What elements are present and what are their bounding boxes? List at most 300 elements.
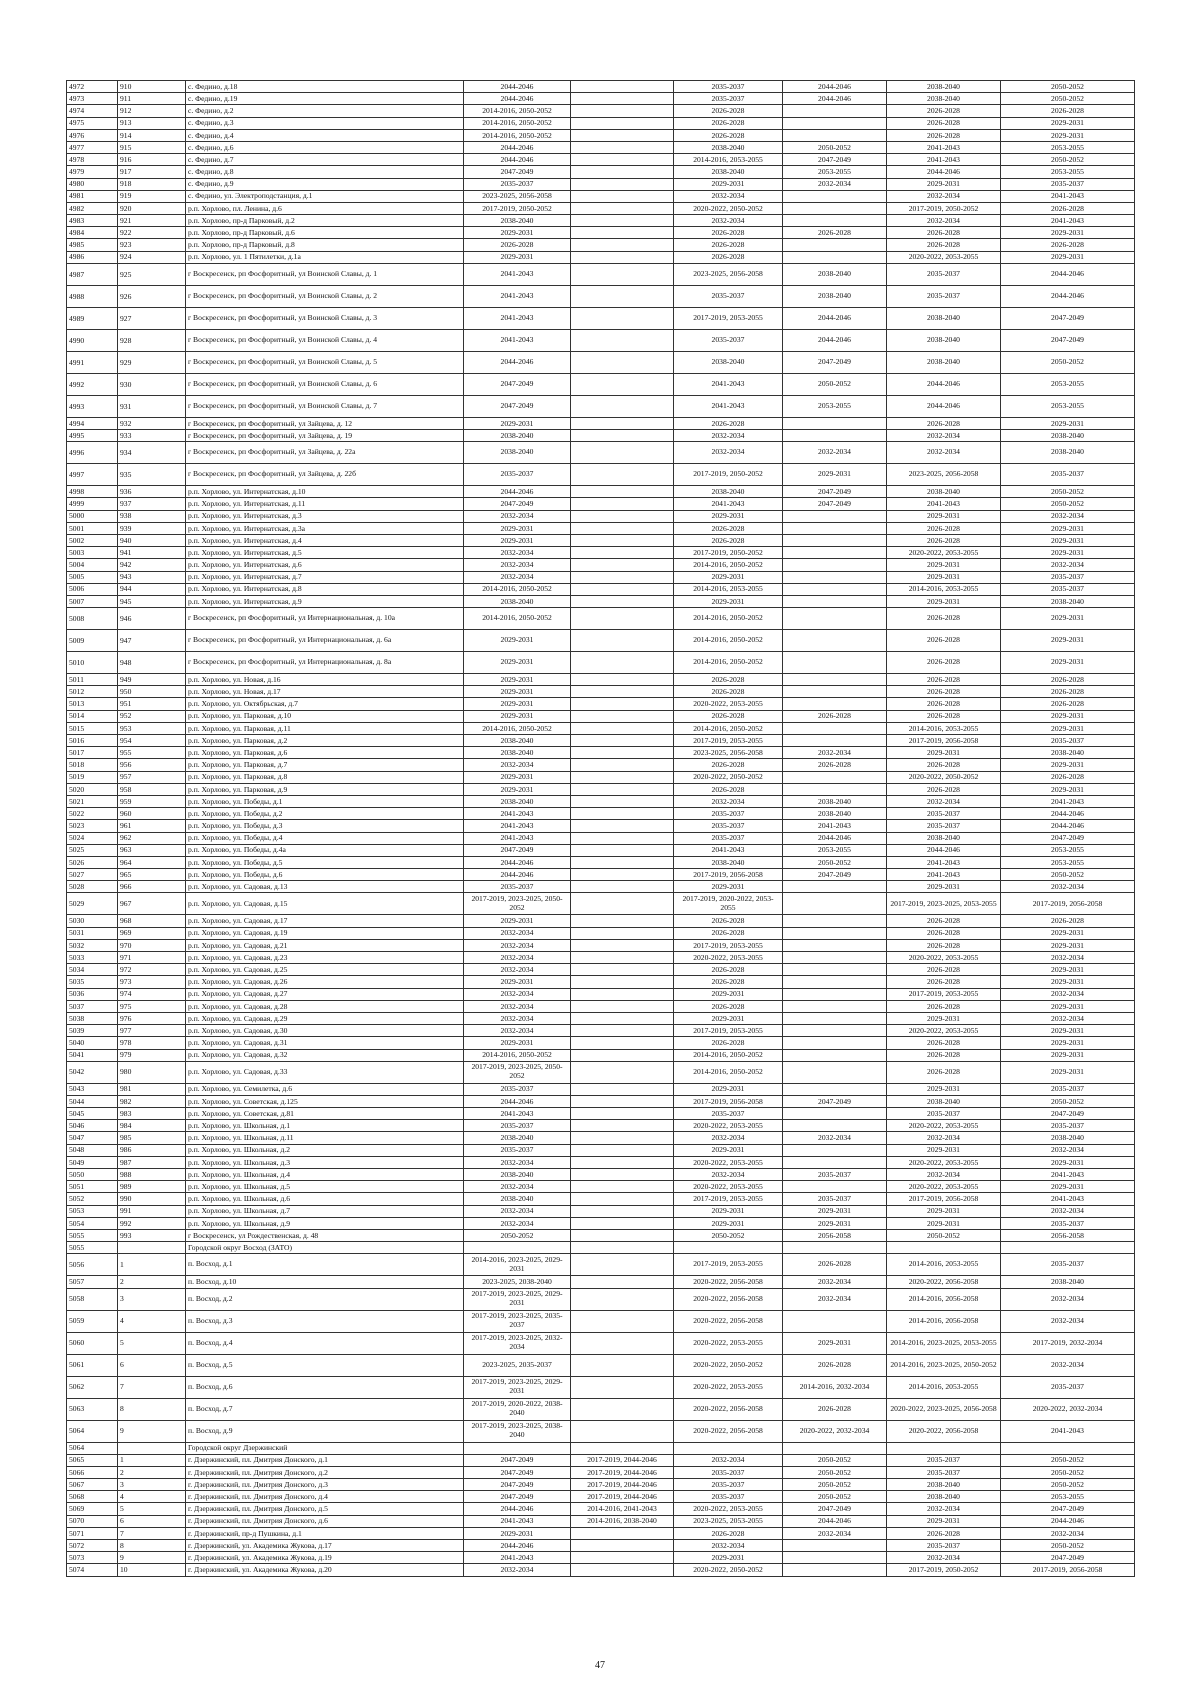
- cell-year-range-a: 2044-2046: [464, 141, 571, 153]
- cell-year-range-e: 2029-2031: [887, 1012, 1001, 1024]
- cell-row-index: 5055: [67, 1242, 118, 1254]
- cell-year-range-f: [1001, 1242, 1135, 1254]
- cell-row-index: 4975: [67, 117, 118, 129]
- cell-year-range-c: 2038-2040: [674, 351, 783, 373]
- cell-local-number: 993: [118, 1229, 186, 1241]
- table-row: [67, 988, 1135, 1000]
- cell-year-range-b: [571, 395, 674, 417]
- cell-year-range-f: 2029-2031: [1001, 608, 1135, 630]
- cell-year-range-c: 2026-2028: [674, 522, 783, 534]
- cell-year-range-a: 2032-2034: [464, 759, 571, 771]
- cell-year-range-f: 2029-2031: [1001, 547, 1135, 559]
- cell-year-range-f: 2044-2046: [1001, 808, 1135, 820]
- cell-row-index: 5035: [67, 976, 118, 988]
- cell-address: р.п. Хорлово, ул. Интернатская, д.6: [186, 559, 464, 571]
- cell-year-range-e: [887, 1242, 1001, 1254]
- cell-local-number: 982: [118, 1095, 186, 1107]
- cell-row-index: 4973: [67, 93, 118, 105]
- cell-year-range-a: 2032-2034: [464, 547, 571, 559]
- cell-year-range-a: 2032-2034: [464, 988, 571, 1000]
- table-row: [67, 795, 1135, 807]
- cell-year-range-e: 2029-2031: [887, 1217, 1001, 1229]
- cell-year-range-c: 2029-2031: [674, 178, 783, 190]
- cell-local-number: 919: [118, 190, 186, 202]
- cell-year-range-d: [783, 417, 887, 429]
- cell-year-range-f: [1001, 1442, 1135, 1454]
- cell-year-range-b: [571, 674, 674, 686]
- cell-year-range-e: 2038-2040: [887, 1479, 1001, 1491]
- cell-year-range-c: 2023-2025, 2056-2058: [674, 747, 783, 759]
- cell-year-range-e: 2026-2028: [887, 652, 1001, 674]
- cell-local-number: 986: [118, 1144, 186, 1156]
- cell-row-index: 4979: [67, 166, 118, 178]
- cell-year-range-d: [783, 190, 887, 202]
- cell-year-range-a: 2014-2016, 2050-2052: [464, 722, 571, 734]
- table-row: [67, 571, 1135, 583]
- cell-row-index: 5048: [67, 1144, 118, 1156]
- cell-local-number: 939: [118, 522, 186, 534]
- cell-year-range-c: [674, 1442, 783, 1454]
- cell-year-range-f: 2035-2037: [1001, 464, 1135, 486]
- cell-address: р.п. Хорлово, ул. Школьная, д.9: [186, 1217, 464, 1229]
- cell-year-range-e: [887, 1442, 1001, 1454]
- cell-year-range-c: 2041-2043: [674, 498, 783, 510]
- cell-address: р.п. Хорлово, ул. Парковая, д.9: [186, 783, 464, 795]
- cell-year-range-a: 2032-2034: [464, 927, 571, 939]
- cell-year-range-c: 2017-2019, 2056-2058: [674, 1095, 783, 1107]
- cell-year-range-d: [783, 927, 887, 939]
- cell-address: р.п. Хорлово, ул. Садовая, д.28: [186, 1000, 464, 1012]
- cell-year-range-e: 2032-2034: [887, 1552, 1001, 1564]
- table-row: [67, 1095, 1135, 1107]
- cell-row-index: 4993: [67, 395, 118, 417]
- cell-year-range-e: 2026-2028: [887, 976, 1001, 988]
- cell-row-index: 5003: [67, 547, 118, 559]
- cell-year-range-c: 2017-2019, 2053-2055: [674, 1193, 783, 1205]
- cell-year-range-f: 2029-2031: [1001, 783, 1135, 795]
- cell-address: р.п. Хорлово, ул. Парковая, д.6: [186, 747, 464, 759]
- table-row: [67, 417, 1135, 429]
- cell-year-range-a: 2029-2031: [464, 227, 571, 239]
- cell-year-range-a: 2029-2031: [464, 417, 571, 429]
- cell-year-range-f: 2050-2052: [1001, 154, 1135, 166]
- cell-year-range-c: 2020-2022, 2053-2055: [674, 1156, 783, 1168]
- cell-year-range-d: 2044-2046: [783, 329, 887, 351]
- cell-year-range-d: 2047-2049: [783, 869, 887, 881]
- cell-year-range-a: 2014-2016, 2050-2052: [464, 105, 571, 117]
- cell-year-range-d: 2038-2040: [783, 285, 887, 307]
- cell-year-range-a: 2014-2016, 2050-2052: [464, 583, 571, 595]
- cell-row-index: 5013: [67, 698, 118, 710]
- register-sheet: [66, 80, 1134, 1577]
- cell-year-range-d: [783, 988, 887, 1000]
- cell-year-range-d: [783, 510, 887, 522]
- cell-year-range-e: 2038-2040: [887, 329, 1001, 351]
- cell-year-range-a: [464, 1442, 571, 1454]
- cell-year-range-a: 2029-2031: [464, 534, 571, 546]
- cell-local-number: 950: [118, 686, 186, 698]
- cell-row-index: 4982: [67, 202, 118, 214]
- cell-year-range-f: 2029-2031: [1001, 652, 1135, 674]
- cell-year-range-f: 2032-2034: [1001, 881, 1135, 893]
- cell-year-range-e: 2014-2016, 2053-2055: [887, 722, 1001, 734]
- cell-year-range-c: 2032-2034: [674, 795, 783, 807]
- cell-year-range-d: 2032-2034: [783, 1527, 887, 1539]
- cell-year-range-b: [571, 129, 674, 141]
- table-row: [67, 442, 1135, 464]
- table-body: [67, 81, 1135, 1577]
- cell-year-range-e: 2026-2028: [887, 417, 1001, 429]
- cell-local-number: [118, 1442, 186, 1454]
- table-row: [67, 893, 1135, 915]
- table-row: [67, 1193, 1135, 1205]
- cell-row-index: 5019: [67, 771, 118, 783]
- cell-local-number: 912: [118, 105, 186, 117]
- cell-year-range-c: 2017-2019, 2053-2055: [674, 307, 783, 329]
- cell-row-index: 4981: [67, 190, 118, 202]
- cell-year-range-b: [571, 927, 674, 939]
- cell-year-range-f: 2047-2049: [1001, 832, 1135, 844]
- cell-year-range-c: 2032-2034: [674, 1169, 783, 1181]
- cell-year-range-a: 2017-2019, 2023-2025, 2029-2031: [464, 1288, 571, 1310]
- cell-year-range-f: 2041-2043: [1001, 795, 1135, 807]
- cell-year-range-c: 2020-2022, 2056-2058: [674, 1276, 783, 1288]
- table-row: [67, 1540, 1135, 1552]
- cell-address: р.п. Хорлово, ул. Школьная, д.3: [186, 1156, 464, 1168]
- cell-year-range-d: 2026-2028: [783, 1354, 887, 1376]
- table-row: [67, 698, 1135, 710]
- cell-year-range-e: 2032-2034: [887, 442, 1001, 464]
- cell-year-range-a: 2029-2031: [464, 783, 571, 795]
- cell-year-range-c: 2035-2037: [674, 329, 783, 351]
- cell-year-range-d: [783, 1000, 887, 1012]
- cell-year-range-a: 2035-2037: [464, 1120, 571, 1132]
- cell-address: г. Дзержинский, пр-д Пушкина, д.1: [186, 1527, 464, 1539]
- cell-year-range-f: 2041-2043: [1001, 1169, 1135, 1181]
- cell-year-range-a: 2038-2040: [464, 795, 571, 807]
- cell-year-range-f: 2050-2052: [1001, 1466, 1135, 1478]
- cell-year-range-d: [783, 698, 887, 710]
- cell-year-range-c: 2029-2031: [674, 1552, 783, 1564]
- cell-year-range-d: 2038-2040: [783, 263, 887, 285]
- cell-local-number: 927: [118, 307, 186, 329]
- cell-year-range-e: 2050-2052: [887, 1229, 1001, 1241]
- cell-year-range-f: 2047-2049: [1001, 329, 1135, 351]
- cell-year-range-f: 2035-2037: [1001, 1120, 1135, 1132]
- cell-year-range-e: 2029-2031: [887, 178, 1001, 190]
- cell-year-range-c: 2026-2028: [674, 105, 783, 117]
- cell-year-range-e: 2029-2031: [887, 1515, 1001, 1527]
- table-row: [67, 710, 1135, 722]
- cell-local-number: 970: [118, 939, 186, 951]
- cell-year-range-a: 2038-2040: [464, 442, 571, 464]
- cell-year-range-d: [783, 105, 887, 117]
- cell-year-range-b: [571, 939, 674, 951]
- cell-year-range-e: 2038-2040: [887, 351, 1001, 373]
- cell-year-range-a: [464, 1242, 571, 1254]
- cell-local-number: 968: [118, 915, 186, 927]
- cell-year-range-f: 2029-2031: [1001, 1156, 1135, 1168]
- cell-row-index: 5007: [67, 595, 118, 607]
- table-row: [67, 1108, 1135, 1120]
- cell-year-range-a: 2050-2052: [464, 1229, 571, 1241]
- cell-year-range-a: 2032-2034: [464, 510, 571, 522]
- cell-address: р.п. Хорлово, ул. Садовая, д.26: [186, 976, 464, 988]
- cell-year-range-b: [571, 329, 674, 351]
- cell-year-range-a: 2032-2034: [464, 1000, 571, 1012]
- cell-year-range-f: 2035-2037: [1001, 583, 1135, 595]
- cell-year-range-c: 2020-2022, 2050-2052: [674, 202, 783, 214]
- cell-address: р.п. Хорлово, ул. Садовая, д.17: [186, 915, 464, 927]
- table-row: [67, 869, 1135, 881]
- cell-row-index: 5028: [67, 881, 118, 893]
- cell-year-range-d: [783, 522, 887, 534]
- cell-year-range-e: 2020-2022, 2053-2055: [887, 1181, 1001, 1193]
- cell-local-number: 2: [118, 1466, 186, 1478]
- cell-year-range-a: 2038-2040: [464, 747, 571, 759]
- cell-row-index: 4980: [67, 178, 118, 190]
- cell-year-range-b: [571, 881, 674, 893]
- cell-local-number: 929: [118, 351, 186, 373]
- cell-year-range-d: [783, 202, 887, 214]
- cell-row-index: 4976: [67, 129, 118, 141]
- cell-year-range-f: 2041-2043: [1001, 215, 1135, 227]
- cell-year-range-f: 2050-2052: [1001, 81, 1135, 93]
- cell-year-range-b: [571, 141, 674, 153]
- cell-year-range-e: 2026-2028: [887, 710, 1001, 722]
- cell-year-range-d: 2026-2028: [783, 1398, 887, 1420]
- cell-year-range-e: 2041-2043: [887, 856, 1001, 868]
- cell-year-range-c: 2020-2022, 2050-2052: [674, 1354, 783, 1376]
- table-row: [67, 1049, 1135, 1061]
- cell-local-number: 983: [118, 1108, 186, 1120]
- cell-address: п. Восход, д.2: [186, 1288, 464, 1310]
- cell-address: п. Восход, д.1: [186, 1254, 464, 1276]
- cell-year-range-d: 2053-2055: [783, 166, 887, 178]
- cell-year-range-b: [571, 93, 674, 105]
- cell-year-range-a: 2044-2046: [464, 154, 571, 166]
- cell-row-index: 5055: [67, 1229, 118, 1241]
- cell-year-range-d: 2026-2028: [783, 710, 887, 722]
- table-row: [67, 1229, 1135, 1241]
- cell-year-range-a: 2047-2049: [464, 395, 571, 417]
- cell-year-range-b: [571, 771, 674, 783]
- cell-year-range-e: 2041-2043: [887, 498, 1001, 510]
- table-row: [67, 1217, 1135, 1229]
- table-row: [67, 915, 1135, 927]
- cell-year-range-e: 2026-2028: [887, 534, 1001, 546]
- cell-year-range-a: 2047-2049: [464, 498, 571, 510]
- cell-row-index: 5026: [67, 856, 118, 868]
- table-row: [67, 534, 1135, 546]
- table-row: [67, 1466, 1135, 1478]
- cell-year-range-d: [783, 1552, 887, 1564]
- cell-year-range-b: [571, 1025, 674, 1037]
- cell-local-number: 984: [118, 1120, 186, 1132]
- cell-address: р.п. Хорлово, ул. Интернатская, д.7: [186, 571, 464, 583]
- cell-year-range-d: 2026-2028: [783, 759, 887, 771]
- cell-row-index: 5004: [67, 559, 118, 571]
- cell-year-range-c: 2026-2028: [674, 227, 783, 239]
- cell-year-range-b: [571, 1332, 674, 1354]
- table-row: [67, 263, 1135, 285]
- cell-year-range-e: 2014-2016, 2056-2058: [887, 1310, 1001, 1332]
- cell-year-range-d: [783, 117, 887, 129]
- cell-year-range-b: [571, 227, 674, 239]
- cell-year-range-d: [783, 595, 887, 607]
- cell-row-index: 5060: [67, 1332, 118, 1354]
- cell-address: с. Федино, ул. Электроподстанция, д.1: [186, 190, 464, 202]
- cell-local-number: 964: [118, 856, 186, 868]
- cell-year-range-c: 2020-2022, 2050-2052: [674, 771, 783, 783]
- cell-year-range-d: 2050-2052: [783, 1491, 887, 1503]
- cell-year-range-b: [571, 583, 674, 595]
- cell-year-range-c: 2014-2016, 2050-2052: [674, 608, 783, 630]
- cell-year-range-c: 2029-2031: [674, 571, 783, 583]
- cell-year-range-d: 2032-2034: [783, 1288, 887, 1310]
- table-row: [67, 1037, 1135, 1049]
- cell-year-range-b: [571, 486, 674, 498]
- capital-repair-schedule-table: [66, 80, 1135, 1577]
- cell-year-range-d: 2047-2049: [783, 498, 887, 510]
- cell-year-range-a: 2041-2043: [464, 1108, 571, 1120]
- cell-year-range-f: 2053-2055: [1001, 141, 1135, 153]
- cell-year-range-b: [571, 1564, 674, 1576]
- cell-year-range-b: [571, 595, 674, 607]
- cell-year-range-f: 2032-2034: [1001, 510, 1135, 522]
- cell-year-range-c: 2014-2016, 2050-2052: [674, 1049, 783, 1061]
- cell-year-range-c: 2035-2037: [674, 808, 783, 820]
- cell-year-range-a: 2044-2046: [464, 869, 571, 881]
- cell-local-number: 987: [118, 1156, 186, 1168]
- cell-local-number: 5: [118, 1503, 186, 1515]
- table-row: [67, 1503, 1135, 1515]
- cell-year-range-d: [783, 976, 887, 988]
- cell-year-range-a: 2038-2040: [464, 215, 571, 227]
- cell-year-range-a: 2029-2031: [464, 698, 571, 710]
- cell-year-range-e: 2026-2028: [887, 129, 1001, 141]
- table-row: [67, 595, 1135, 607]
- cell-year-range-f: 2053-2055: [1001, 856, 1135, 868]
- cell-address: р.п. Хорлово, ул. Садовая, д.31: [186, 1037, 464, 1049]
- cell-row-index: 5069: [67, 1503, 118, 1515]
- cell-year-range-c: 2032-2034: [674, 215, 783, 227]
- cell-year-range-f: 2029-2031: [1001, 1061, 1135, 1083]
- cell-year-range-f: 2041-2043: [1001, 190, 1135, 202]
- cell-local-number: 944: [118, 583, 186, 595]
- cell-local-number: [118, 1242, 186, 1254]
- cell-address: р.п. Хорлово, ул. Победы, д.1: [186, 795, 464, 807]
- cell-local-number: 10: [118, 1564, 186, 1576]
- cell-year-range-c: 2026-2028: [674, 964, 783, 976]
- cell-address: р.п. Хорлово, ул. Садовая, д.33: [186, 1061, 464, 1083]
- cell-address: г. Дзержинский, пл. Дмитрия Донского, д.5: [186, 1503, 464, 1515]
- cell-address: р.п. Хорлово, ул. Школьная, д.2: [186, 1144, 464, 1156]
- cell-year-range-d: [783, 1049, 887, 1061]
- cell-year-range-e: 2035-2037: [887, 1108, 1001, 1120]
- cell-row-index: 5045: [67, 1108, 118, 1120]
- cell-row-index: 5017: [67, 747, 118, 759]
- cell-row-index: 5016: [67, 735, 118, 747]
- cell-address: р.п. Хорлово, ул. Садовая, д.21: [186, 939, 464, 951]
- cell-year-range-d: 2026-2028: [783, 1254, 887, 1276]
- cell-local-number: 9: [118, 1420, 186, 1442]
- table-row: [67, 820, 1135, 832]
- cell-year-range-c: 2017-2019, 2056-2058: [674, 869, 783, 881]
- cell-row-index: 5008: [67, 608, 118, 630]
- table-row: [67, 1156, 1135, 1168]
- table-row: [67, 1332, 1135, 1354]
- cell-year-range-d: 2026-2028: [783, 227, 887, 239]
- cell-year-range-a: 2044-2046: [464, 486, 571, 498]
- cell-address: р.п. Хорлово, ул. Парковая, д.8: [186, 771, 464, 783]
- cell-address: р.п. Хорлово, ул. Победы, д.4а: [186, 844, 464, 856]
- cell-row-index: 5057: [67, 1276, 118, 1288]
- cell-year-range-b: [571, 1442, 674, 1454]
- cell-year-range-d: [783, 559, 887, 571]
- cell-row-index: 5061: [67, 1354, 118, 1376]
- cell-year-range-b: [571, 105, 674, 117]
- cell-year-range-f: 2035-2037: [1001, 735, 1135, 747]
- cell-year-range-c: 2020-2022, 2053-2055: [674, 1181, 783, 1193]
- cell-year-range-f: 2047-2049: [1001, 1108, 1135, 1120]
- cell-address: р.п. Хорлово, пр-д Парковый, д.8: [186, 239, 464, 251]
- cell-year-range-f: 2053-2055: [1001, 1491, 1135, 1503]
- cell-year-range-a: 2038-2040: [464, 595, 571, 607]
- cell-local-number: 956: [118, 759, 186, 771]
- cell-year-range-f: 2050-2052: [1001, 93, 1135, 105]
- cell-year-range-a: 2041-2043: [464, 808, 571, 820]
- cell-year-range-f: 2050-2052: [1001, 1095, 1135, 1107]
- cell-row-index: 5073: [67, 1552, 118, 1564]
- table-row: [67, 141, 1135, 153]
- table-row: [67, 583, 1135, 595]
- cell-row-index: 5054: [67, 1217, 118, 1229]
- cell-year-range-d: 2050-2052: [783, 1454, 887, 1466]
- cell-year-range-d: [783, 571, 887, 583]
- cell-local-number: 7: [118, 1376, 186, 1398]
- cell-row-index: 4997: [67, 464, 118, 486]
- cell-address: с. Федино, д.9: [186, 178, 464, 190]
- cell-address: г. Дзержинский, пл. Дмитрия Донского, д.4: [186, 1491, 464, 1503]
- cell-year-range-e: 2035-2037: [887, 1540, 1001, 1552]
- cell-year-range-e: 2017-2019, 2053-2055: [887, 988, 1001, 1000]
- cell-year-range-c: 2029-2031: [674, 595, 783, 607]
- cell-year-range-e: 2032-2034: [887, 1503, 1001, 1515]
- cell-year-range-d: [783, 239, 887, 251]
- cell-address: р.п. Хорлово, ул. Садовая, д.29: [186, 1012, 464, 1024]
- cell-row-index: 5047: [67, 1132, 118, 1144]
- table-row: [67, 1061, 1135, 1083]
- cell-year-range-f: 2029-2031: [1001, 1037, 1135, 1049]
- cell-address: п. Восход, д.3: [186, 1310, 464, 1332]
- cell-year-range-d: 2050-2052: [783, 1466, 887, 1478]
- table-row: [67, 1527, 1135, 1539]
- cell-address: п. Восход, д.4: [186, 1332, 464, 1354]
- cell-year-range-b: [571, 698, 674, 710]
- cell-address: Городской округ Дзержинский: [186, 1442, 464, 1454]
- cell-year-range-c: 2026-2028: [674, 251, 783, 263]
- cell-year-range-c: 2041-2043: [674, 373, 783, 395]
- cell-address: с. Федино, д.4: [186, 129, 464, 141]
- cell-year-range-e: 2026-2028: [887, 227, 1001, 239]
- cell-local-number: 931: [118, 395, 186, 417]
- table-row: [67, 166, 1135, 178]
- cell-year-range-f: 2029-2031: [1001, 939, 1135, 951]
- cell-year-range-c: 2026-2028: [674, 239, 783, 251]
- cell-year-range-e: 2041-2043: [887, 141, 1001, 153]
- cell-local-number: 945: [118, 595, 186, 607]
